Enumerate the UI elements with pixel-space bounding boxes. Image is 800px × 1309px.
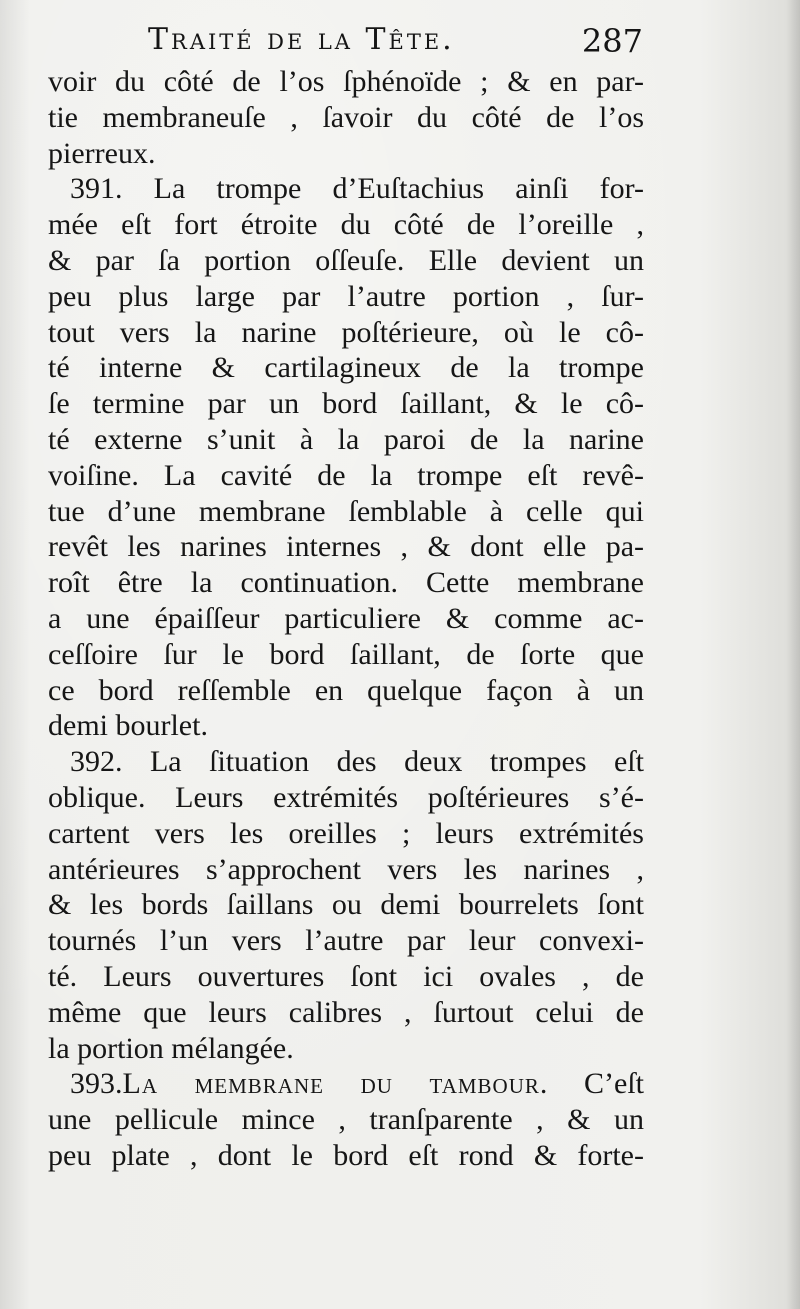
text-line: même que leurs calibres , ſurtout celui de (48, 995, 644, 1029)
text-line: voiſine. La cavité de la trompe eſt revê- (48, 458, 644, 492)
text-line: té interne & cartilagineux de la trompe (48, 351, 644, 385)
text-line: tournés l’un vers l’autre par leur convexi- (48, 924, 644, 958)
page-edge-shadow (786, 0, 800, 1309)
text-line: antérieures s’approchent vers les narines , (48, 852, 644, 886)
text-line: tue d’une membrane ſemblable à celle qui (48, 494, 644, 528)
running-title: Traité de la Tête. (148, 22, 455, 57)
text-line: peu plus large par l’autre portion , ſur- (48, 279, 644, 313)
text-line: té externe s’unit à la paroi de la narine (48, 422, 644, 456)
section-heading: La membrane du tambour. (122, 1067, 549, 1101)
text-line: mée eſt fort étroite du côté de l’oreille , (48, 208, 644, 242)
page-number: 287 (581, 22, 643, 60)
text-line: roît être la continuation. Cette membrane (48, 566, 644, 600)
text-line: tie membraneuſe , ſavoir du côté de l’os (48, 100, 644, 134)
text-line: voir du côté de l’os ſphénoïde ; & en par- (48, 65, 644, 98)
text-line: une pellicule mince , tranſparente , & un (48, 1103, 644, 1137)
text-line: a une épaiſſeur particuliere & comme ac- (48, 601, 644, 635)
text-line: cartent vers les oreilles ; leurs extrémités (48, 816, 644, 850)
text-line: & par ſa portion oſſeuſe. Elle devient un (48, 243, 644, 277)
paragraph-391-start: 391. La trompe d’Euſtachius ainſi for- (70, 172, 644, 206)
text-line: revêt les narines internes , & dont elle pa- (48, 530, 644, 564)
text-line: ceſſoire ſur le bord ſaillant, de ſorte que (48, 637, 644, 671)
text-line: té. Leurs ouvertures ſont ici ovales , de (48, 959, 644, 993)
paragraph-392-start: 392. La ſituation des deux trompes eſt (70, 745, 644, 779)
text-line: la portion mélangée. (48, 1031, 294, 1065)
text-line: peu plate , dont le bord eſt rond & forte- (48, 1138, 644, 1172)
text-line: ce bord reſſemble en quelque façon à un (48, 673, 644, 707)
text-line: ſe termine par un bord ſaillant, & le cô- (48, 387, 644, 421)
text-line: tout vers la narine poſtérieure, où le cô- (48, 315, 644, 349)
text-line: demi bourlet. (48, 709, 208, 743)
paragraph-number: 393. (70, 1067, 123, 1101)
text-line: oblique. Leurs extrémités poſtérieures s’é- (48, 780, 644, 814)
page-header (148, 18, 643, 64)
text-line: & les bords ſaillans ou demi bourrelets ſont (48, 888, 644, 922)
text-fragment: C’eſt (548, 1067, 644, 1101)
paragraph-393-start (48, 1066, 644, 1102)
body-text (48, 64, 644, 1174)
text-line: pierreux. (48, 136, 156, 170)
